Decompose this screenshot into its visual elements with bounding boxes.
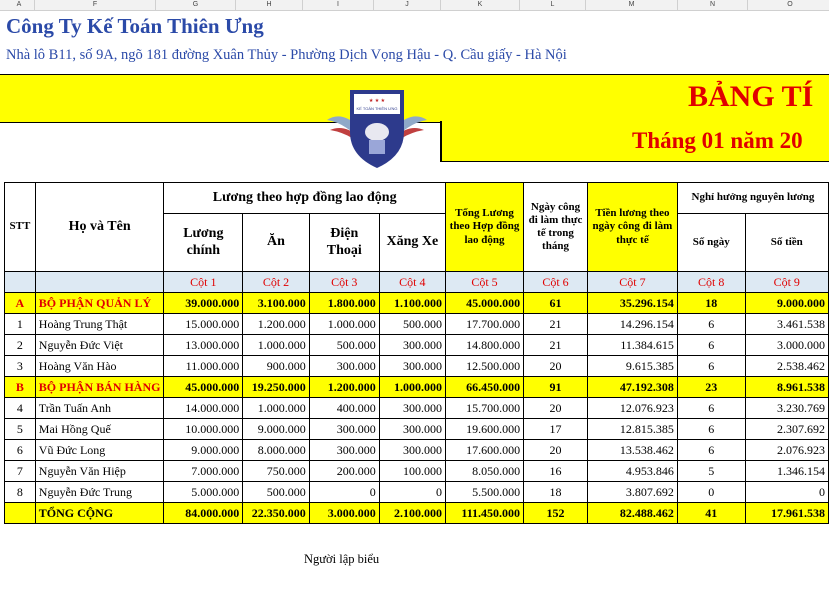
column-letter[interactable]: A [4,0,35,10]
cell-name[interactable]: Mai Hồng Quế [35,419,164,440]
column-letter[interactable]: G [156,0,236,10]
table-row [5,398,829,419]
cell-value[interactable]: 2.538.462 [745,356,829,377]
header-total-contract[interactable]: Tổng Lương theo Hợp đồng lao động [445,183,523,272]
table-row [5,461,829,482]
cell-value[interactable]: 750.000 [243,461,310,482]
cell-value[interactable]: 21 [524,314,588,335]
cell-value[interactable]: 14.000.000 [164,398,243,419]
cell-value[interactable]: 2.100.000 [379,503,445,524]
column-letter[interactable]: I [303,0,374,10]
column-number-cell[interactable]: Cột 2 [243,272,310,293]
cell-stt[interactable]: 1 [5,314,36,335]
cell-stt[interactable]: 5 [5,419,36,440]
cell-stt[interactable]: 7 [5,461,36,482]
cell-value[interactable]: 21 [524,335,588,356]
cell-value[interactable]: 45.000.000 [164,377,243,398]
cell-value[interactable]: 10.000.000 [164,419,243,440]
cell-value[interactable]: 500.000 [379,314,445,335]
cell-name[interactable]: Trần Tuấn Anh [35,398,164,419]
cell-value[interactable]: 3.807.692 [587,482,677,503]
cell-value[interactable]: 45.000.000 [445,293,523,314]
cell-name[interactable]: Nguyễn Văn Hiệp [35,461,164,482]
cell-value[interactable]: 300.000 [379,398,445,419]
cell-name[interactable]: Hoàng Văn Hào [35,356,164,377]
cell-name[interactable]: BỘ PHẬN BÁN HÀNG [35,377,164,398]
cell-stt[interactable] [5,503,36,524]
column-letter[interactable]: L [520,0,586,10]
company-logo [322,80,432,172]
table-row [5,314,829,335]
cell-value[interactable]: 1.000.000 [243,398,310,419]
cell-value[interactable]: 3.100.000 [243,293,310,314]
cell-value[interactable]: 17.600.000 [445,440,523,461]
cell-value[interactable]: 9.000.000 [745,293,829,314]
cell-value[interactable]: 66.450.000 [445,377,523,398]
cell-value[interactable]: 41 [677,503,745,524]
header-leave-group[interactable]: Nghỉ hưởng nguyên lương [677,183,828,214]
cell-value[interactable]: 11.000.000 [164,356,243,377]
cell-value[interactable]: 17.961.538 [745,503,829,524]
cell-value[interactable]: 200.000 [309,461,379,482]
company-name: Công Ty Kế Toán Thiên Ưng [6,14,264,38]
cell-name[interactable]: BỘ PHẬN QUẢN LÝ [35,293,164,314]
cell-value[interactable]: 8.000.000 [243,440,310,461]
cell-value[interactable]: 2.076.923 [745,440,829,461]
column-number-cell[interactable] [5,272,36,293]
table-row [5,419,829,440]
cell-value[interactable]: 300.000 [379,356,445,377]
cell-value[interactable]: 0 [677,482,745,503]
cell-value[interactable]: 6 [677,419,745,440]
cell-value[interactable]: 20 [524,398,588,419]
cell-value[interactable]: 17.700.000 [445,314,523,335]
table-row [5,440,829,461]
cell-value[interactable]: 19.250.000 [243,377,310,398]
footer-prepared-by: Người lập biểu [304,552,380,566]
column-letter[interactable]: N [678,0,748,10]
cell-value[interactable]: 900.000 [243,356,310,377]
cell-value[interactable]: 111.450.000 [445,503,523,524]
cell-value[interactable]: 6 [677,398,745,419]
cell-value[interactable]: 1.000.000 [243,335,310,356]
cell-stt[interactable]: B [5,377,36,398]
group-row [5,293,829,314]
sheet-subtitle: Tháng 01 năm 20 [632,128,803,153]
cell-value[interactable]: 152 [524,503,588,524]
table-row [5,482,829,503]
cell-value[interactable]: 7.000.000 [164,461,243,482]
header-stt[interactable]: STT [5,183,36,272]
cell-value[interactable]: 20 [524,356,588,377]
cell-value[interactable]: 8.961.538 [745,377,829,398]
cell-value[interactable]: 19.600.000 [445,419,523,440]
column-letter[interactable]: M [586,0,678,10]
header-days[interactable]: Ngày công đi làm thực tế trong tháng [524,183,588,272]
cell-value[interactable]: 5.000.000 [164,482,243,503]
header-salary[interactable]: Lương chính [164,214,243,272]
table-row [5,335,829,356]
cell-value[interactable]: 1.200.000 [309,377,379,398]
cell-value[interactable]: 15.700.000 [445,398,523,419]
column-letter[interactable]: F [35,0,156,10]
company-address: Nhà lô B11, số 9A, ngõ 181 đường Xuân Thủy - Phường Dịch Vọng Hậu - Q. Cầu giấy - Hà Nội [6,47,567,63]
cell-stt[interactable]: 6 [5,440,36,461]
column-header-bar [0,0,829,11]
cell-value[interactable]: 300.000 [309,356,379,377]
cell-value[interactable]: 1.100.000 [379,293,445,314]
cell-value[interactable]: 3.000.000 [745,335,829,356]
cell-value[interactable]: 4.953.846 [587,461,677,482]
cell-value[interactable]: 14.296.154 [587,314,677,335]
cell-value[interactable]: 3.000.000 [309,503,379,524]
header-name[interactable]: Họ và Tên [35,183,164,272]
cell-stt[interactable]: 3 [5,356,36,377]
cell-value[interactable]: 16 [524,461,588,482]
cell-value[interactable]: 39.000.000 [164,293,243,314]
cell-value[interactable]: 6 [677,440,745,461]
cell-value[interactable]: 18 [677,293,745,314]
cell-value[interactable]: 3.230.769 [745,398,829,419]
cell-value[interactable]: 300.000 [379,419,445,440]
svg-text:★ ★ ★: ★ ★ ★ [368,98,386,104]
cell-value[interactable]: 22.350.000 [243,503,310,524]
cell-value[interactable]: 6 [677,314,745,335]
cell-value[interactable]: 15.000.000 [164,314,243,335]
column-number-cell[interactable]: Cột 9 [745,272,829,293]
cell-value[interactable]: 1.200.000 [243,314,310,335]
column-number-cell[interactable] [35,272,164,293]
cell-value[interactable]: 9.615.385 [587,356,677,377]
cell-name[interactable]: Nguyễn Đức Việt [35,335,164,356]
column-number-cell[interactable]: Cột 1 [164,272,243,293]
cell-value[interactable]: 100.000 [379,461,445,482]
cell-value[interactable]: 84.000.000 [164,503,243,524]
column-number-cell[interactable]: Cột 8 [677,272,745,293]
column-letter[interactable]: O [748,0,829,10]
group-row [5,377,829,398]
cell-value[interactable]: 300.000 [379,440,445,461]
cell-value[interactable]: 14.800.000 [445,335,523,356]
column-letter[interactable]: J [374,0,441,10]
cell-value[interactable]: 91 [524,377,588,398]
cell-value[interactable]: 61 [524,293,588,314]
cell-value[interactable]: 1.000.000 [379,377,445,398]
payroll-table[interactable] [4,182,829,524]
cell-value[interactable]: 5.500.000 [445,482,523,503]
cell-value[interactable]: 23 [677,377,745,398]
cell-value[interactable]: 1.346.154 [745,461,829,482]
cell-value[interactable]: 35.296.154 [587,293,677,314]
cell-value[interactable]: 17 [524,419,588,440]
cell-value[interactable]: 300.000 [379,335,445,356]
header-leave-amount[interactable]: Số tiền [745,214,829,272]
column-number-row [5,272,829,293]
cell-value[interactable]: 0 [309,482,379,503]
cell-value[interactable]: 1.000.000 [309,314,379,335]
column-number-cell[interactable]: Cột 4 [379,272,445,293]
column-number-cell[interactable]: Cột 3 [309,272,379,293]
cell-value[interactable]: 2.307.692 [745,419,829,440]
cell-value[interactable]: 20 [524,440,588,461]
table-row [5,356,829,377]
cell-value[interactable]: 6 [677,356,745,377]
header-contract-group[interactable]: Lương theo hợp đồng lao động [164,183,445,214]
cell-value[interactable]: 12.076.923 [587,398,677,419]
cell-stt[interactable]: 2 [5,335,36,356]
cell-value[interactable]: 500.000 [243,482,310,503]
column-number-cell[interactable]: Cột 5 [445,272,523,293]
cell-value[interactable]: 1.800.000 [309,293,379,314]
cell-stt[interactable]: A [5,293,36,314]
cell-name[interactable]: Hoàng Trung Thật [35,314,164,335]
column-letter[interactable]: K [441,0,520,10]
cell-stt[interactable]: 8 [5,482,36,503]
header-leave-days[interactable]: Số ngày [677,214,745,272]
cell-value[interactable]: 12.500.000 [445,356,523,377]
header-phone[interactable]: Điện Thoại [309,214,379,272]
cell-value[interactable]: 6 [677,335,745,356]
cell-value[interactable]: 13.000.000 [164,335,243,356]
logo-text: KẾ TOÁN THIÊN ƯNG [356,106,398,111]
cell-value[interactable]: 400.000 [309,398,379,419]
cell-value[interactable]: 5 [677,461,745,482]
cell-stt[interactable]: 4 [5,398,36,419]
column-letter[interactable]: H [236,0,303,10]
cell-value[interactable]: 0 [379,482,445,503]
header-food[interactable]: Ăn [243,214,310,272]
cell-value[interactable]: 8.050.000 [445,461,523,482]
column-number-cell[interactable]: Cột 6 [524,272,588,293]
cell-name[interactable]: TỔNG CỘNG [35,503,164,524]
cell-value[interactable]: 82.488.462 [587,503,677,524]
cell-value[interactable]: 12.815.385 [587,419,677,440]
cell-value[interactable]: 13.538.462 [587,440,677,461]
cell-value[interactable]: 47.192.308 [587,377,677,398]
cell-name[interactable]: Nguyễn Đức Trung [35,482,164,503]
cell-value[interactable]: 11.384.615 [587,335,677,356]
cell-name[interactable]: Vũ Đức Long [35,440,164,461]
cell-value[interactable]: 500.000 [309,335,379,356]
cell-value[interactable]: 300.000 [309,419,379,440]
cell-value[interactable]: 9.000.000 [164,440,243,461]
sheet-title: BẢNG TÍ [688,80,814,113]
cell-value[interactable]: 3.461.538 [745,314,829,335]
column-number-cell[interactable]: Cột 7 [587,272,677,293]
total-row [5,503,829,524]
cell-value[interactable]: 0 [745,482,829,503]
cell-value[interactable]: 300.000 [309,440,379,461]
header-pay-by-days[interactable]: Tiền lương theo ngày công đi làm thực tế [587,183,677,272]
cell-value[interactable]: 18 [524,482,588,503]
cell-value[interactable]: 9.000.000 [243,419,310,440]
header-fuel[interactable]: Xăng Xe [379,214,445,272]
